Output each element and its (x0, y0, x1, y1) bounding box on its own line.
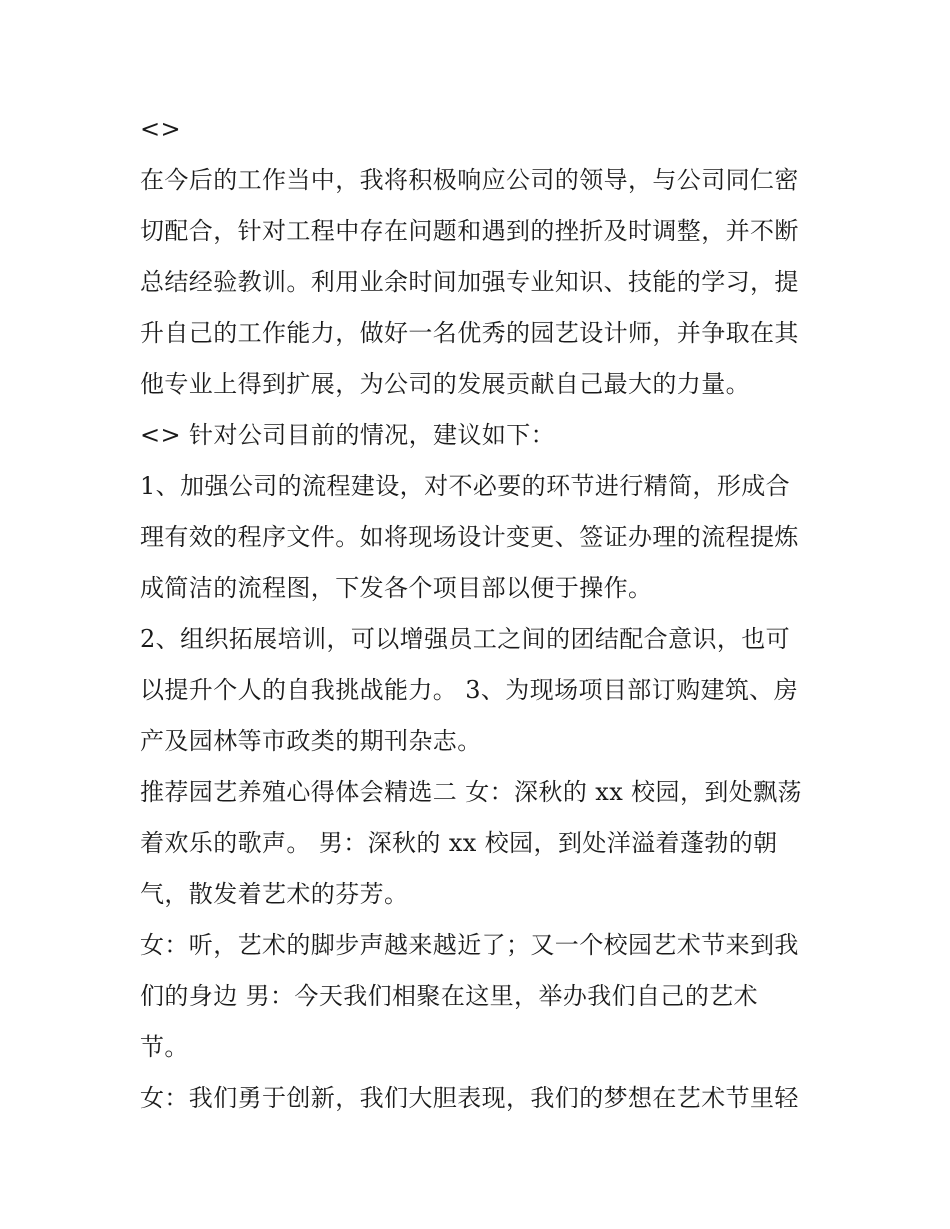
text-line: 以提升个人的自我挑战能力。 3、为现场项目部订购建筑、房 (140, 676, 799, 704)
text-line: <> (140, 115, 182, 143)
text-line: 2、组织拓展培训，可以增强员工之间的团结配合意识，也可 (140, 625, 791, 653)
text-line: 们的身边 男：今天我们相聚在这里，举办我们自己的艺术 (140, 982, 759, 1010)
text-line: 切配合，针对工程中存在问题和遇到的挫折及时调整，并不断 (140, 217, 799, 245)
text-line: 总结经验教训。利用业余时间加强专业知识、技能的学习，提 (140, 268, 799, 296)
text-line: 理有效的程序文件。如将现场设计变更、签证办理的流程提炼 (140, 523, 799, 551)
text-line: 推荐园艺养殖心得体会精选二 女：深秋的 xx 校园，到处飘荡 (140, 778, 802, 806)
text-line: 他专业上得到扩展，为公司的发展贡献自己最大的力量。 (140, 370, 750, 398)
text-line: 成简洁的流程图，下发各个项目部以便于操作。 (140, 574, 653, 602)
text-line: 女：听，艺术的脚步声越来越近了；又一个校园艺术节来到我 (140, 931, 799, 959)
text-line: 着欢乐的歌声。 男：深秋的 xx 校园，到处洋溢着蓬勃的朝 (140, 829, 778, 857)
text-line: 产及园林等市政类的期刊杂志。 (140, 727, 482, 755)
text-line: 升自己的工作能力，做好一名优秀的园艺设计师，并争取在其 (140, 319, 799, 347)
text-line: 节。 (140, 1033, 189, 1061)
text-line: 气，散发着艺术的芬芳。 (140, 880, 409, 908)
text-line: <> 针对公司目前的情况，建议如下： (140, 421, 556, 449)
text-line: 在今后的工作当中，我将积极响应公司的领导，与公司同仁密 (140, 166, 799, 194)
text-line: 1、加强公司的流程建设，对不必要的环节进行精简，形成合 (140, 472, 791, 500)
text-line: 女：我们勇于创新，我们大胆表现，我们的梦想在艺术节里轻 (140, 1084, 799, 1112)
document-body (140, 104, 820, 1124)
